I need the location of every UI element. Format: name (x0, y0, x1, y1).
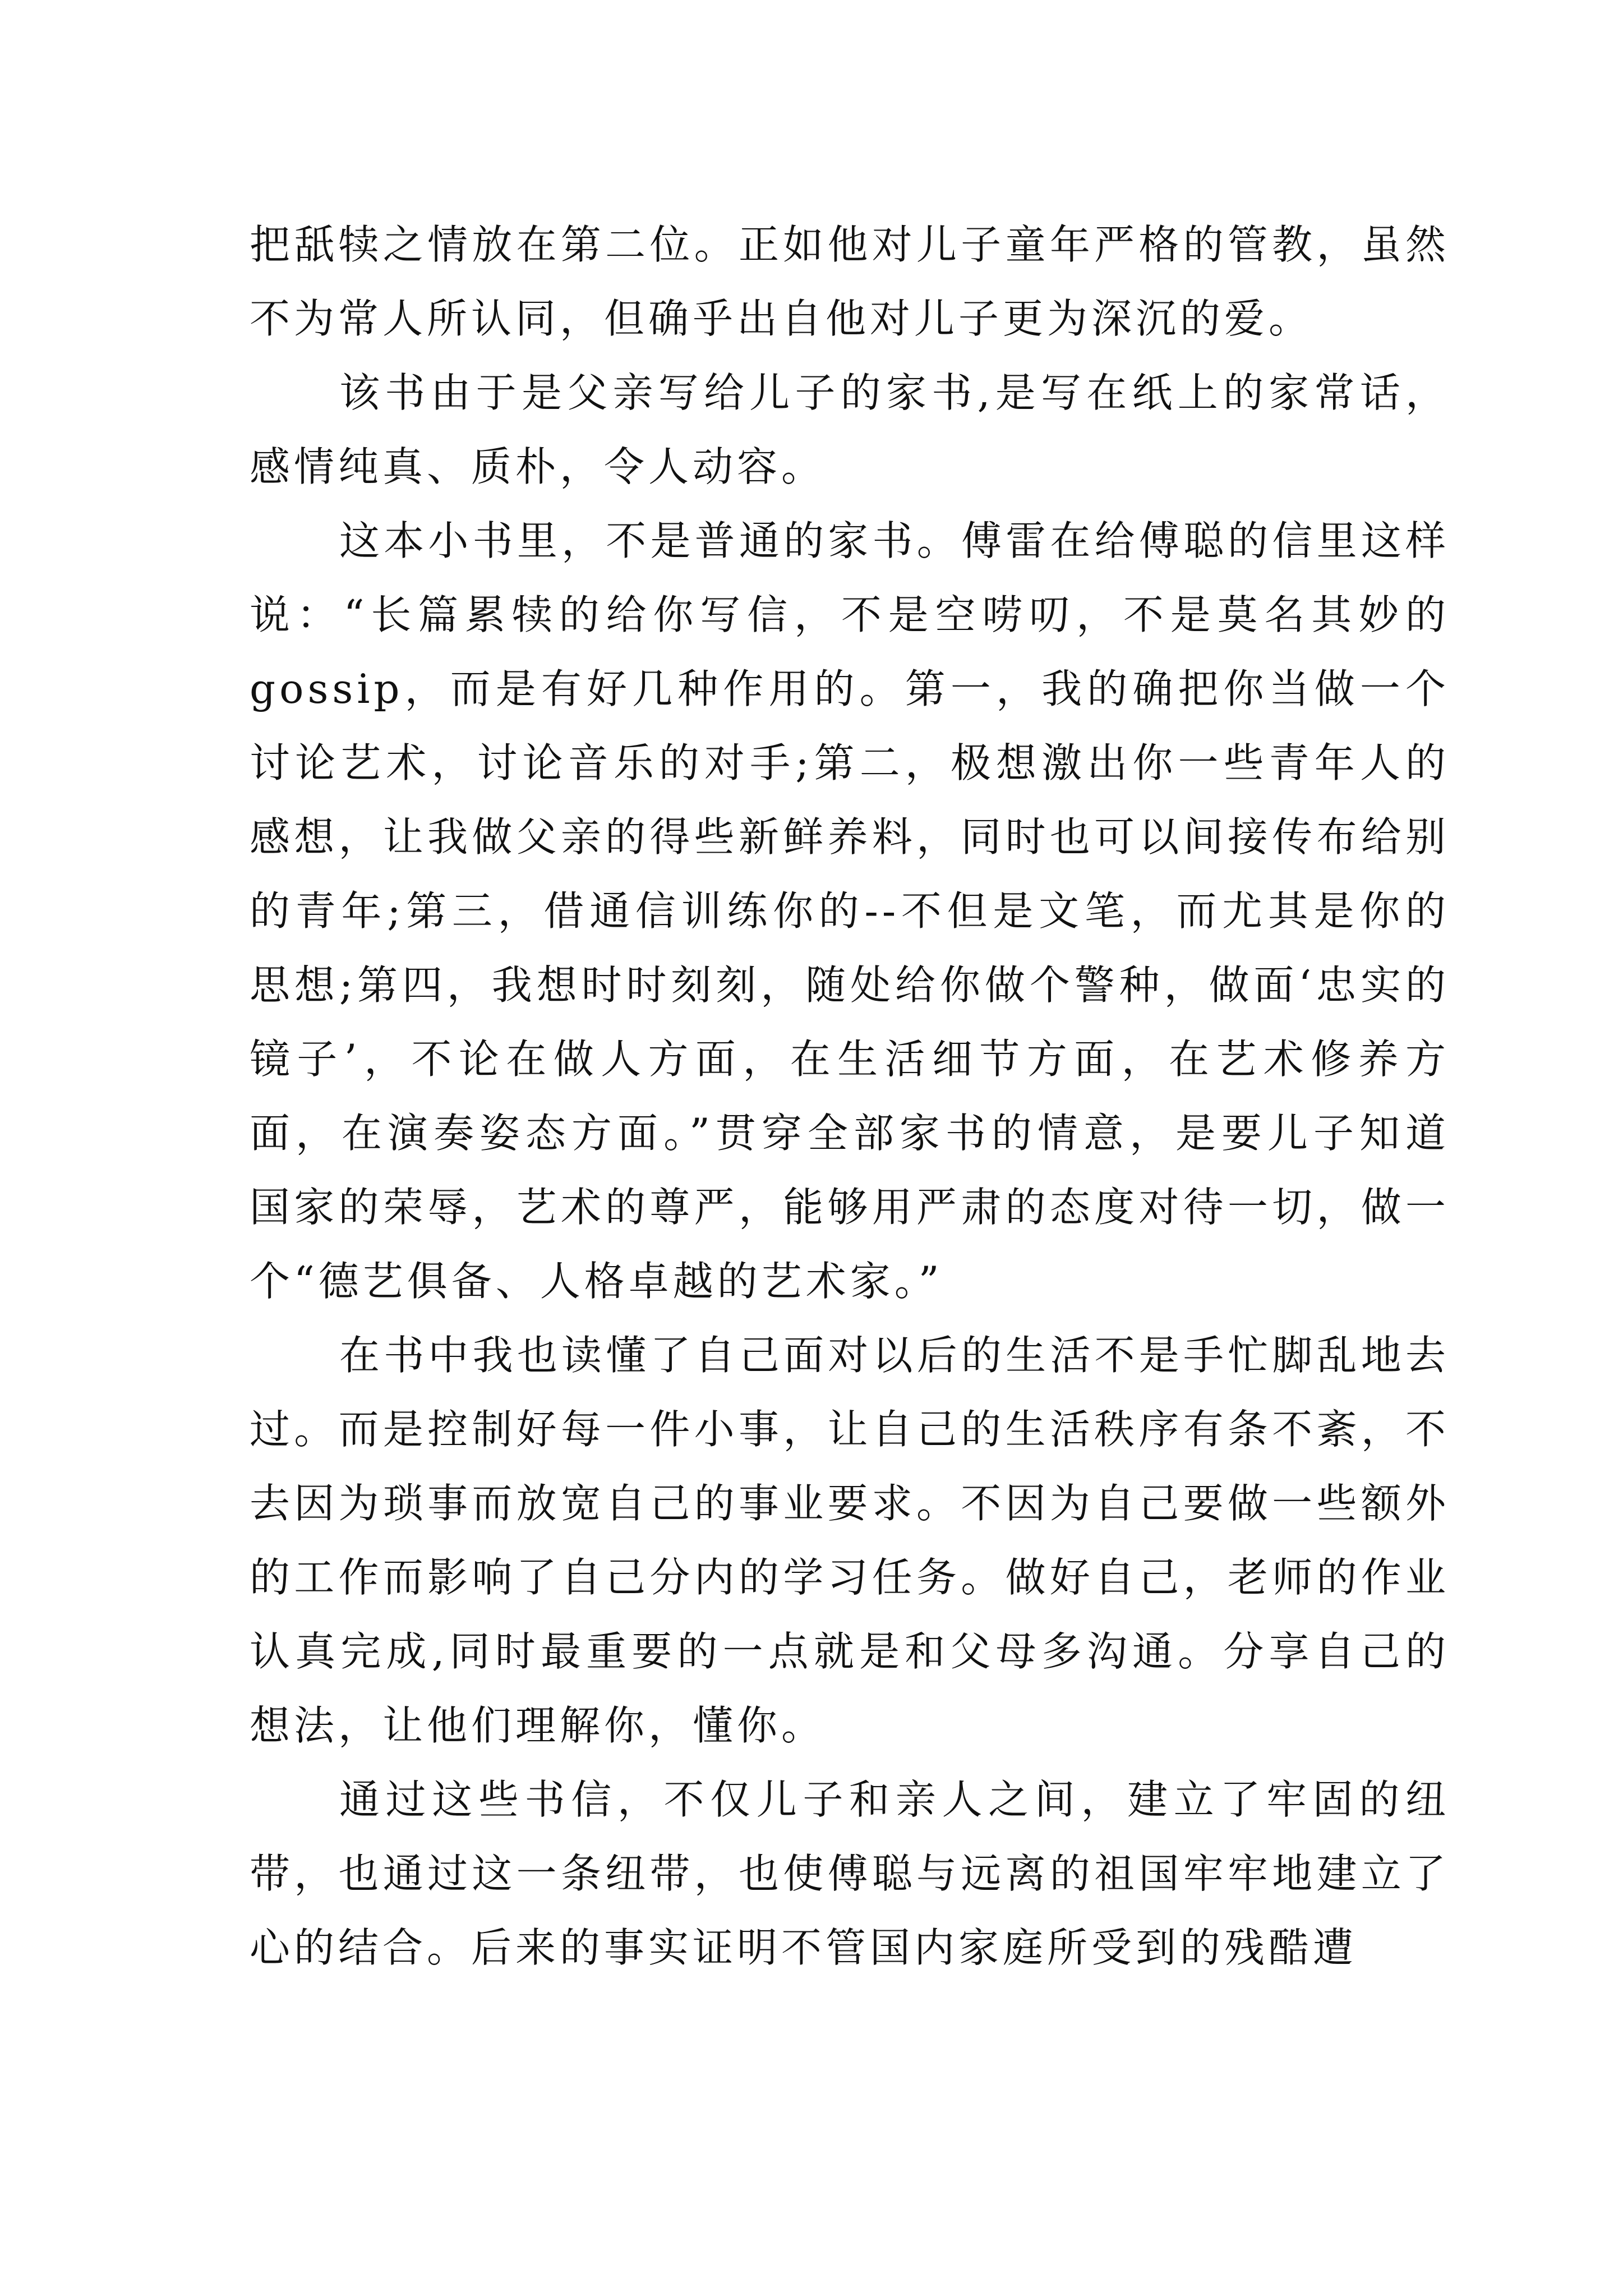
body-text (250, 208, 1450, 1985)
paragraph: 该书由于是父亲写给儿子的家书,是写在纸上的家常话，感情纯真、质朴，令人动容。 (250, 369, 1450, 490)
paragraph: 这本小书里，不是普通的家书。傅雷在给傅聪的信里这样说：“长篇累犊的给你写信，不是空唠叨，不是莫名其妙的gossip，而是有好几种作用的。第一，我的确把你当做一个讨论艺术，讨论音乐的对手;第二，极想激出你一些青年人的感想，让我做父亲的得些新鲜养料，同时也可以间接传布给别的青年;第三，借通信训练你的--不但是文笔，而尤其是你的思想;第四，我想时时刻刻，随处给你做个警种，做面‘忠实的镜子’，不论在做人方面，在生活细节方面，在艺术修养方面，在演奏姿态方面。”贯穿全部家书的情意，是要儿子知道国家的荣辱，艺术的尊严，能够用严肃的态度对待一切，做一个“德艺俱备、人格卓越的艺术家。” (250, 517, 1450, 1305)
paragraph: 通过这些书信，不仅儿子和亲人之间，建立了牢固的纽带，也通过这一条纽带，也使傅聪与远离的祖国牢牢地建立了心的结合。后来的事实证明不管国内家庭所受到的残酷遭 (250, 1776, 1450, 1971)
paragraph: 在书中我也读懂了自己面对以后的生活不是手忙脚乱地去过。而是控制好每一件小事，让自己的生活秩序有条不紊，不去因为琐事而放宽自己的事业要求。不因为自己要做一些额外的工作而影响了自己分内的学习任务。做好自己，老师的作业认真完成,同时最重要的一点就是和父母多沟通。分享自己的想法，让他们理解你，懂你。 (250, 1332, 1450, 1749)
paragraph: 把舐犊之情放在第二位。正如他对儿子童年严格的管教，虽然不为常人所认同，但确乎出自他对儿子更为深沉的爱。 (250, 221, 1450, 342)
